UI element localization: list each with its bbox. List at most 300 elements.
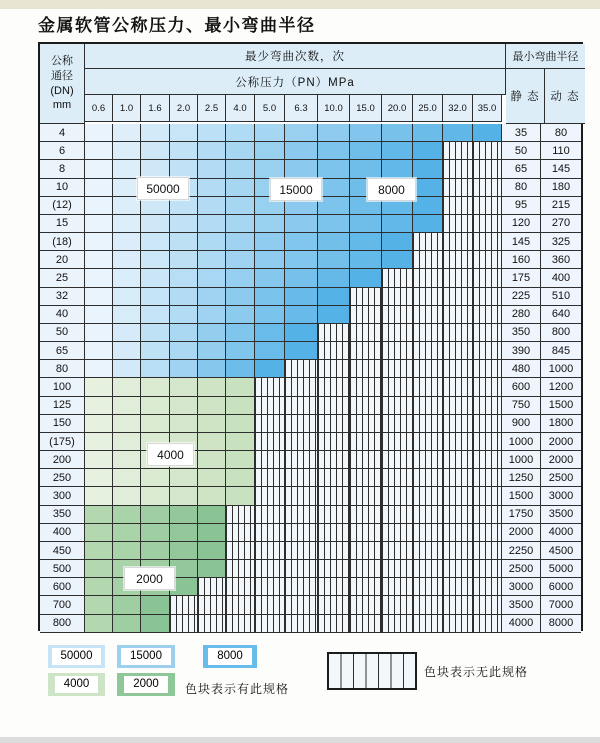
- spec-cell: [198, 160, 226, 178]
- spec-cell: [198, 124, 226, 142]
- spec-cell: [226, 142, 255, 160]
- no-spec-cell: [318, 487, 350, 505]
- no-spec-cell: [413, 306, 443, 324]
- spec-cell: [198, 415, 226, 433]
- table-row: [40, 378, 581, 396]
- no-spec-cell: [226, 506, 255, 524]
- header-pressure-values: [85, 95, 506, 122]
- no-spec-cell: [350, 487, 382, 505]
- spec-cell: [350, 160, 382, 178]
- no-spec-cell: [413, 288, 443, 306]
- spec-cell: [198, 197, 226, 215]
- cycle-region-label: 4000: [147, 443, 194, 466]
- no-spec-cell: [413, 415, 443, 433]
- no-spec-cell: [382, 360, 413, 378]
- no-spec-cell: [413, 433, 443, 451]
- no-spec-cell: [473, 288, 502, 306]
- no-spec-cell: [226, 596, 255, 614]
- spec-cell: [198, 433, 226, 451]
- no-spec-cell: [285, 415, 318, 433]
- no-spec-cell: [473, 506, 502, 524]
- spec-cell: [318, 142, 350, 160]
- spec-cell: [113, 342, 141, 360]
- header-pressure-value: 15.0: [350, 95, 382, 122]
- no-spec-cell: [350, 578, 382, 596]
- spec-cell: [141, 524, 170, 542]
- static-radius-cell: 1750: [502, 506, 541, 524]
- no-spec-cell: [473, 469, 502, 487]
- spec-cell: [285, 142, 318, 160]
- spec-cell: [413, 179, 443, 197]
- dynamic-radius-cell: 800: [541, 324, 581, 342]
- static-radius-cell: 280: [502, 306, 541, 324]
- static-radius-cell: 2000: [502, 524, 541, 542]
- header-dn: [40, 44, 85, 124]
- spec-cell: [198, 324, 226, 342]
- spec-cell: [226, 288, 255, 306]
- table-row: [40, 306, 581, 324]
- spec-cell: [226, 251, 255, 269]
- spec-cell: [443, 124, 473, 142]
- spec-cell: [226, 469, 255, 487]
- no-spec-cell: [443, 578, 473, 596]
- header-dn-line: mm: [52, 99, 72, 112]
- spec-cell: [141, 269, 170, 287]
- spec-cell: [285, 342, 318, 360]
- dynamic-radius-cell: 3500: [541, 506, 581, 524]
- spec-cell: [141, 487, 170, 505]
- dn-cell: 10: [40, 179, 85, 197]
- no-spec-cell: [255, 415, 285, 433]
- no-spec-cell: [382, 397, 413, 415]
- no-spec-cell: [473, 306, 502, 324]
- no-spec-cell: [473, 560, 502, 578]
- header-pressure-value: 10.0: [318, 95, 350, 122]
- dynamic-radius-cell: 325: [541, 233, 581, 251]
- no-spec-cell: [473, 360, 502, 378]
- spec-cell: [141, 215, 170, 233]
- no-spec-cell: [443, 560, 473, 578]
- spec-cell: [226, 324, 255, 342]
- table-row: [40, 578, 581, 596]
- spec-cell: [198, 306, 226, 324]
- no-spec-cell: [443, 469, 473, 487]
- no-spec-cell: [382, 269, 413, 287]
- spec-cell: [141, 288, 170, 306]
- no-spec-cell: [318, 415, 350, 433]
- no-spec-cell: [413, 342, 443, 360]
- header-nominal-pressure: 公称压力（PN）MPa: [85, 69, 506, 95]
- no-spec-cell: [473, 233, 502, 251]
- no-spec-cell: [443, 197, 473, 215]
- dynamic-radius-cell: 3000: [541, 487, 581, 505]
- spec-cell: [170, 251, 198, 269]
- top-decor-strip: [0, 0, 600, 9]
- table-row: [40, 324, 581, 342]
- spec-cell: [255, 306, 285, 324]
- spec-cell: [226, 451, 255, 469]
- legend-swatch: [117, 645, 175, 668]
- no-spec-cell: [413, 360, 443, 378]
- spec-cell: [113, 506, 141, 524]
- static-radius-cell: 2250: [502, 542, 541, 560]
- dn-cell: 8: [40, 160, 85, 178]
- dn-cell: 300: [40, 487, 85, 505]
- spec-cell: [318, 288, 350, 306]
- header-static: 静 态: [506, 69, 545, 124]
- no-spec-cell: [170, 596, 198, 614]
- spec-cell: [113, 160, 141, 178]
- static-radius-cell: 480: [502, 360, 541, 378]
- no-spec-cell: [350, 397, 382, 415]
- dynamic-radius-cell: 400: [541, 269, 581, 287]
- spec-cell: [141, 342, 170, 360]
- no-spec-cell: [350, 560, 382, 578]
- no-spec-cell: [473, 578, 502, 596]
- spec-cell: [141, 397, 170, 415]
- spec-cell: [350, 124, 382, 142]
- no-spec-cell: [285, 542, 318, 560]
- no-spec-cell: [198, 615, 226, 633]
- table-row: [40, 524, 581, 542]
- no-spec-cell: [413, 269, 443, 287]
- spec-cell: [141, 306, 170, 324]
- spec-cell: [170, 288, 198, 306]
- table-row: [40, 397, 581, 415]
- spec-cell: [255, 251, 285, 269]
- no-spec-cell: [413, 233, 443, 251]
- legend-swatch: [48, 673, 105, 696]
- no-spec-cell: [382, 288, 413, 306]
- static-radius-cell: 225: [502, 288, 541, 306]
- legend-swatch-label: 50000: [52, 648, 102, 665]
- dn-cell: 6: [40, 142, 85, 160]
- spec-cell: [141, 596, 170, 614]
- header-pressure-value: 25.0: [413, 95, 443, 122]
- spec-cell: [170, 397, 198, 415]
- table-header: [40, 44, 581, 124]
- no-spec-cell: [350, 415, 382, 433]
- legend-no-spec-note: 色块表示无此规格: [424, 665, 529, 679]
- spec-cell: [318, 233, 350, 251]
- spec-cell: [255, 269, 285, 287]
- spec-cell: [85, 524, 113, 542]
- spec-cell: [85, 615, 113, 633]
- spec-cell: [113, 324, 141, 342]
- no-spec-cell: [255, 433, 285, 451]
- static-radius-cell: 3500: [502, 596, 541, 614]
- no-spec-cell: [473, 451, 502, 469]
- dn-cell: 250: [40, 469, 85, 487]
- static-radius-cell: 145: [502, 233, 541, 251]
- no-spec-cell: [382, 560, 413, 578]
- no-spec-cell: [318, 324, 350, 342]
- spec-cell: [350, 251, 382, 269]
- spec-cell: [141, 233, 170, 251]
- spec-cell: [170, 160, 198, 178]
- spec-cell: [198, 342, 226, 360]
- dn-cell: 32: [40, 288, 85, 306]
- dn-cell: 800: [40, 615, 85, 633]
- spec-cell: [85, 215, 113, 233]
- spec-cell: [198, 233, 226, 251]
- spec-cell: [255, 360, 285, 378]
- no-spec-cell: [350, 378, 382, 396]
- no-spec-cell: [255, 615, 285, 633]
- spec-cell: [141, 142, 170, 160]
- no-spec-cell: [318, 615, 350, 633]
- no-spec-cell: [443, 524, 473, 542]
- no-spec-cell: [443, 142, 473, 160]
- spec-cell: [85, 469, 113, 487]
- spec-cell: [382, 142, 413, 160]
- dn-cell: 450: [40, 542, 85, 560]
- header-pressure-value: 2.0: [170, 95, 198, 122]
- legend-swatch: [203, 645, 257, 668]
- spec-cell: [350, 142, 382, 160]
- no-spec-cell: [170, 615, 198, 633]
- legend-swatch: [48, 645, 105, 668]
- legend-swatch: [117, 673, 175, 696]
- dn-cell: (18): [40, 233, 85, 251]
- no-spec-cell: [443, 506, 473, 524]
- static-radius-cell: 1250: [502, 469, 541, 487]
- no-spec-cell: [413, 542, 443, 560]
- spec-cell: [170, 306, 198, 324]
- spec-cell: [85, 542, 113, 560]
- spec-cell: [170, 342, 198, 360]
- spec-cell: [226, 233, 255, 251]
- no-spec-cell: [382, 378, 413, 396]
- no-spec-cell: [443, 288, 473, 306]
- static-radius-cell: 4000: [502, 615, 541, 633]
- no-spec-cell: [413, 251, 443, 269]
- dn-cell: 40: [40, 306, 85, 324]
- spec-cell: [113, 542, 141, 560]
- no-spec-cell: [473, 615, 502, 633]
- header-pressure-value: 2.5: [198, 95, 226, 122]
- spec-cell: [113, 524, 141, 542]
- no-spec-cell: [473, 142, 502, 160]
- no-spec-cell: [226, 542, 255, 560]
- table-row: [40, 615, 581, 633]
- no-spec-cell: [473, 342, 502, 360]
- no-spec-cell: [255, 397, 285, 415]
- no-spec-cell: [382, 615, 413, 633]
- spec-cell: [113, 615, 141, 633]
- spec-cell: [198, 378, 226, 396]
- spec-cell: [255, 142, 285, 160]
- dn-cell: 25: [40, 269, 85, 287]
- spec-cell: [85, 233, 113, 251]
- no-spec-cell: [285, 451, 318, 469]
- no-spec-cell: [285, 596, 318, 614]
- static-radius-cell: 160: [502, 251, 541, 269]
- no-spec-cell: [413, 378, 443, 396]
- dn-cell: 65: [40, 342, 85, 360]
- table-row: [40, 288, 581, 306]
- spec-cell: [170, 124, 198, 142]
- table-row: [40, 360, 581, 378]
- pressure-radius-table: [38, 42, 583, 631]
- no-spec-cell: [318, 360, 350, 378]
- spec-cell: [473, 124, 502, 142]
- spec-cell: [170, 506, 198, 524]
- header-min-bend-cycles: 最少弯曲次数，次: [85, 44, 506, 69]
- no-spec-cell: [473, 215, 502, 233]
- spec-cell: [113, 306, 141, 324]
- no-spec-cell: [382, 306, 413, 324]
- static-radius-cell: 175: [502, 269, 541, 287]
- dynamic-radius-cell: 2000: [541, 451, 581, 469]
- spec-cell: [255, 342, 285, 360]
- no-spec-cell: [285, 378, 318, 396]
- static-radius-cell: 2500: [502, 560, 541, 578]
- static-radius-cell: 1000: [502, 433, 541, 451]
- spec-cell: [113, 142, 141, 160]
- dn-cell: 200: [40, 451, 85, 469]
- spec-cell: [113, 487, 141, 505]
- spec-cell: [285, 124, 318, 142]
- spec-cell: [85, 324, 113, 342]
- spec-cell: [285, 324, 318, 342]
- dynamic-radius-cell: 2500: [541, 469, 581, 487]
- no-spec-cell: [473, 524, 502, 542]
- dn-cell: 700: [40, 596, 85, 614]
- spec-cell: [113, 215, 141, 233]
- no-spec-cell: [350, 596, 382, 614]
- spec-cell: [85, 360, 113, 378]
- spec-cell: [382, 160, 413, 178]
- spec-cell: [170, 215, 198, 233]
- spec-cell: [170, 542, 198, 560]
- header-radius-group: [506, 44, 585, 124]
- spec-cell: [113, 415, 141, 433]
- no-spec-cell: [473, 415, 502, 433]
- spec-cell: [113, 124, 141, 142]
- spec-cell: [226, 342, 255, 360]
- no-spec-cell: [285, 469, 318, 487]
- table-row: [40, 160, 581, 178]
- dn-cell: (175): [40, 433, 85, 451]
- no-spec-cell: [285, 524, 318, 542]
- spec-cell: [170, 360, 198, 378]
- no-spec-cell: [255, 560, 285, 578]
- spec-cell: [198, 451, 226, 469]
- dn-cell: 20: [40, 251, 85, 269]
- spec-cell: [413, 124, 443, 142]
- spec-cell: [318, 269, 350, 287]
- no-spec-cell: [473, 179, 502, 197]
- spec-cell: [85, 142, 113, 160]
- spec-cell: [141, 160, 170, 178]
- no-spec-cell: [473, 251, 502, 269]
- no-spec-cell: [318, 560, 350, 578]
- no-spec-cell: [382, 415, 413, 433]
- dynamic-radius-cell: 110: [541, 142, 581, 160]
- header-pressure-value: 32.0: [443, 95, 473, 122]
- dynamic-radius-cell: 180: [541, 179, 581, 197]
- table-row: [40, 215, 581, 233]
- dn-cell: 125: [40, 397, 85, 415]
- dynamic-radius-cell: 360: [541, 251, 581, 269]
- header-pressure-value: 0.6: [85, 95, 113, 122]
- header-pressure-value: 5.0: [255, 95, 285, 122]
- spec-cell: [318, 306, 350, 324]
- table-row: [40, 542, 581, 560]
- spec-cell: [113, 251, 141, 269]
- spec-cell: [170, 469, 198, 487]
- dn-cell: 80: [40, 360, 85, 378]
- spec-cell: [198, 487, 226, 505]
- no-spec-cell: [443, 397, 473, 415]
- cycle-region-label: 15000: [270, 178, 322, 201]
- spec-cell: [226, 306, 255, 324]
- no-spec-cell: [382, 578, 413, 596]
- legend-no-spec-swatch: [327, 652, 417, 690]
- spec-cell: [198, 397, 226, 415]
- no-spec-cell: [382, 596, 413, 614]
- no-spec-cell: [318, 433, 350, 451]
- dynamic-radius-cell: 215: [541, 197, 581, 215]
- dynamic-radius-cell: 1500: [541, 397, 581, 415]
- header-pressure-value: 1.6: [141, 95, 170, 122]
- dynamic-radius-cell: 1000: [541, 360, 581, 378]
- spec-cell: [141, 469, 170, 487]
- no-spec-cell: [285, 360, 318, 378]
- static-radius-cell: 50: [502, 142, 541, 160]
- table-row: [40, 415, 581, 433]
- no-spec-cell: [285, 506, 318, 524]
- spec-cell: [255, 233, 285, 251]
- spec-cell: [113, 433, 141, 451]
- spec-cell: [255, 124, 285, 142]
- spec-cell: [141, 615, 170, 633]
- no-spec-cell: [443, 415, 473, 433]
- no-spec-cell: [255, 469, 285, 487]
- no-spec-cell: [382, 469, 413, 487]
- static-radius-cell: 1500: [502, 487, 541, 505]
- spec-cell: [285, 251, 318, 269]
- table-row: [40, 487, 581, 505]
- no-spec-cell: [443, 160, 473, 178]
- no-spec-cell: [473, 324, 502, 342]
- header-pressure-value: 4.0: [226, 95, 255, 122]
- spec-cell: [85, 506, 113, 524]
- dynamic-radius-cell: 80: [541, 124, 581, 142]
- dn-cell: (12): [40, 197, 85, 215]
- spec-cell: [85, 433, 113, 451]
- header-dn-line: 通径: [51, 69, 73, 82]
- no-spec-cell: [318, 451, 350, 469]
- spec-cell: [113, 360, 141, 378]
- no-spec-cell: [285, 615, 318, 633]
- no-spec-cell: [443, 233, 473, 251]
- spec-cell: [170, 378, 198, 396]
- spec-cell: [141, 360, 170, 378]
- spec-cell: [198, 269, 226, 287]
- static-radius-cell: 35: [502, 124, 541, 142]
- header-pressure-value: 6.3: [285, 95, 318, 122]
- spec-cell: [85, 578, 113, 596]
- spec-cell: [318, 160, 350, 178]
- spec-cell: [198, 360, 226, 378]
- no-spec-cell: [473, 542, 502, 560]
- spec-cell: [382, 251, 413, 269]
- static-radius-cell: 1000: [502, 451, 541, 469]
- static-radius-cell: 600: [502, 378, 541, 396]
- no-spec-cell: [285, 433, 318, 451]
